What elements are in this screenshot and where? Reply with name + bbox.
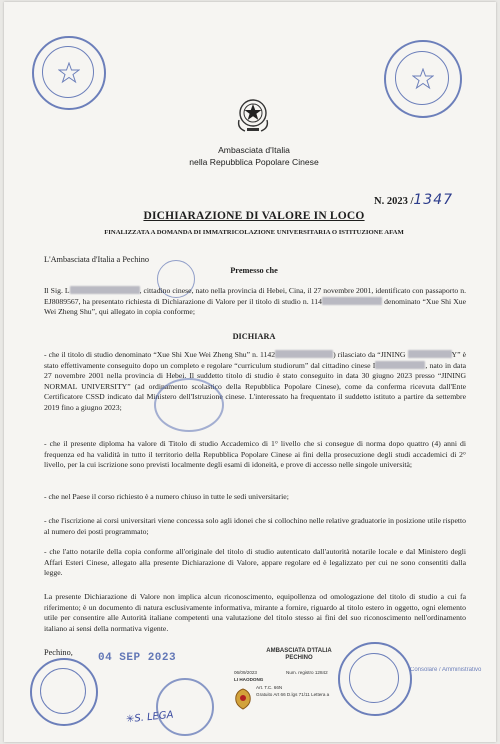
handwritten-signature: ✳S. LEGA (125, 709, 175, 726)
closing-paragraph: La presente Dichiarazione di Valore non implica alcun riconoscimento, equipollenza od omologazione del titolo di studio a cui fa riferimento; è un documento di natura esclusivamente informativa, mirante a fornire, riguardo al titolo estero in oggetto, ogni elemento utile per consentire alle Autorità italiane competenti una valutazione del titolo stesso ai fini del suo riconoscimento nell'ordinamento italiano ai sensi della normativa vigente. (44, 592, 466, 633)
document-subtitle: FINALIZZATA A DOMANDA DI IMMATRICOLAZIONE UNIVERSITARIA O ISTITUZIONE AFAM (104, 229, 404, 236)
premesso-text-part: , cittadino cinese, nato nella provincia di Hebei, Cina, il 27 novembre 2001, identificato con passaporto n. EJ8089567, ha presentato richiesta di Dichiarazione di Valore per il titolo di studio n. 114 (44, 286, 466, 306)
fee-stamp-law: Gratuito Art 66 D.lgs 71/11 Lettera a (256, 692, 330, 697)
fee-stamp-title: AMBASCIATA D'ITALIA (266, 648, 332, 654)
bottom-left-seal-stamp (30, 658, 98, 726)
place-label: Pechino, (44, 648, 73, 657)
clause-1-part: ) rilasciato da “JINING (333, 350, 406, 359)
premesso-heading: Premesso che (230, 266, 278, 275)
redacted-name (70, 286, 140, 294)
date-stamp: 04 SEP 2023 (98, 652, 177, 664)
clause-2: - che il presente diploma ha valore di Titolo di studio Accademico di 1° livello che si consegue di norma dopo quattro (4) anni di frequenza ed ha validità in tutto il territorio della Repubblica Popolare Cinese ai fini della prosecuzione degli studi accademici di 2° livello, per la cui iscrizione sono previsti localmente degli esami di idoneità, e prove di accesso nelle singole università; (44, 439, 466, 470)
clause-1 (44, 350, 466, 414)
consular-stamp-label: Consolare / Amministrativo (410, 667, 482, 673)
clause-5: - che l'atto notarile della copia conforme all'originale del titolo di studio autenticato dall'autorità notarile locale e dal Ministero degli Affari Esteri Cinese, allegato alla presente Dichiarazione di Valore, appare regolare ed è legalizzato per cui ne sono consentiti dalla legge. (44, 547, 466, 578)
redacted-university (408, 350, 452, 358)
premesso-text-part: denominato “Xue Shi Xue Wei Zheng Shu”, qui allegato in copia conforme; (44, 296, 467, 317)
consular-stamp-text (410, 666, 490, 674)
clause-3: - che nel Paese il corso richiesto è a numero chiuso in tutte le sedi universitarie; (44, 492, 289, 501)
fee-stamp (234, 648, 344, 718)
redacted-name (375, 361, 425, 369)
center-seal-stamp (154, 378, 224, 432)
clause-1-part: , nato in data 27 novembre 2001 nella provincia di Hebei. Il suddetto titolo di studio è stato conseguito in data 30 giugno 2023 presso “JINING NORMAL UNIVERSITY” (ad ordinamento scolastico della Repubblica Popolare Cinese), come da conferma ricevuta dall'Ente Certificatore CSSD indicato dal Ministero dell'Istruzione cinese. L'interessato ha frequentato il suddetto istituto a partire da settembre 2019 fino a giugno 2023; (44, 360, 466, 412)
premesso-text-part: Il Sig. L (44, 286, 70, 295)
italian-emblem-icon (235, 96, 271, 134)
document-number (374, 192, 453, 208)
premesso-paragraph (44, 286, 466, 318)
star-emblem-icon (412, 68, 434, 90)
clause-1-part: - che il titolo di studio denominato “Xue Shi Xue Wei Zheng Shu” n. 1142 (44, 350, 276, 359)
fee-stamp-art: Art. T.C. 66N (256, 685, 283, 690)
document-title: DICHIARAZIONE DI VALORE IN LOCO (143, 210, 365, 222)
salutation: L'Ambasciata d'Italia a Pechino (44, 255, 150, 264)
embassy-country: nella Repubblica Popolare Cinese (189, 157, 319, 167)
document-number-prefix: N. 2023 / (374, 196, 414, 207)
redacted-number (322, 297, 382, 305)
embassy-header (154, 144, 354, 168)
fee-stamp-city: PECHINO (285, 655, 313, 661)
fee-stamp-name: LI HAODONG (234, 677, 264, 682)
redacted-number (275, 350, 333, 358)
fee-stamp-date: 06/09/2023 (234, 670, 257, 675)
signature-seal-stamp (156, 678, 214, 736)
document-page (4, 2, 496, 742)
clause-4: - che l'iscrizione ai corsi universitari viene concessa solo agli idonei che si collochino nelle relative graduatorie in posizione utile rispetto al numero dei posti programmato; (44, 516, 466, 536)
bottom-right-seal-stamp (338, 642, 412, 716)
top-right-seal-stamp (384, 40, 462, 118)
embassy-name: Ambasciata d'Italia (218, 145, 290, 155)
embassy-seal-icon (234, 688, 252, 710)
document-number-handwritten: 1347 (413, 192, 454, 208)
top-left-seal-stamp (32, 36, 106, 110)
clause-1-part: Y” è stato effettivamente conseguito dopo un completo e regolare “curriculum studiorum” dal cittadino cinese I (44, 350, 466, 370)
star-emblem-icon (58, 62, 80, 84)
dichiara-heading: DICHIARA (232, 332, 276, 341)
fee-stamp-reg: Num. registro 12842 (286, 670, 328, 675)
